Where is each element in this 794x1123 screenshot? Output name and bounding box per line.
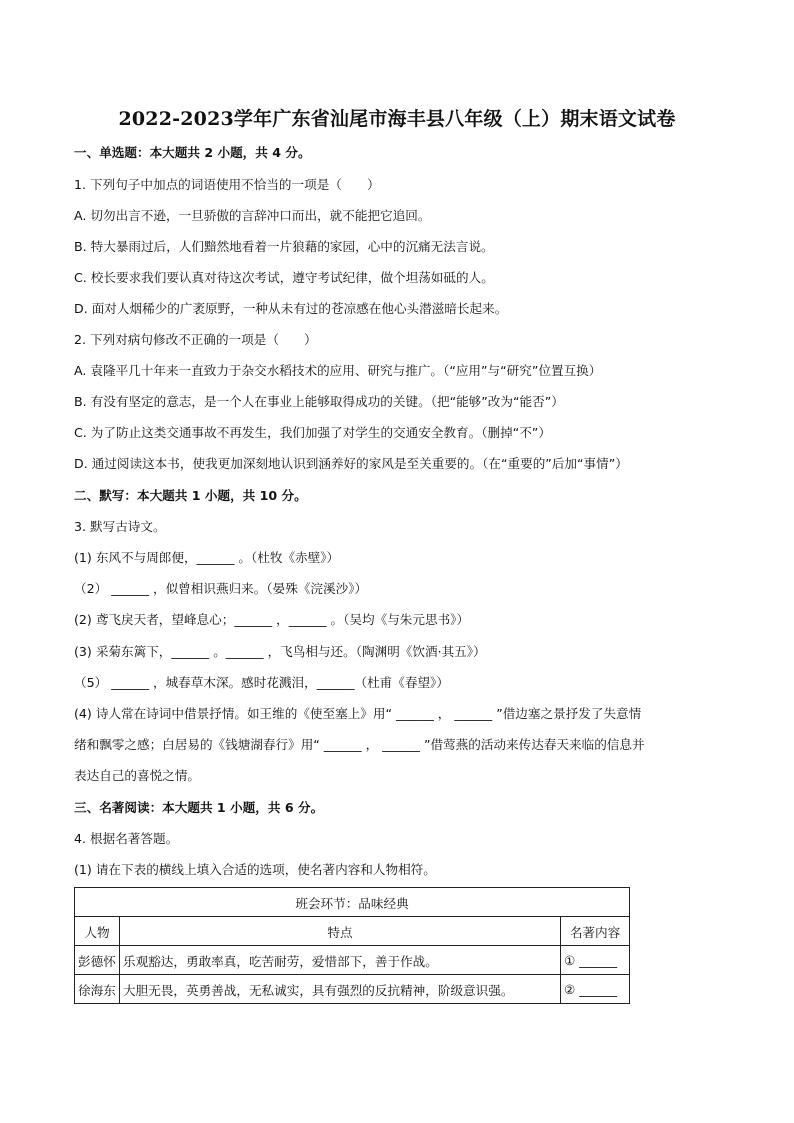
- section-1-heading: 一、单选题：本大题共 2 小题，共 4 分。: [74, 145, 311, 160]
- table-header-traits: 特点: [120, 917, 561, 946]
- table-caption: 班会环节：品味经典: [75, 888, 630, 917]
- q2-option-a: A. 袁隆平几十年来一直致力于杂交水稻技术的应用、研究与推广。（“应用”与“研究”位置互换）: [74, 363, 602, 378]
- question-4: 4. 根据名著答题。: [74, 831, 179, 846]
- q3-item-6-line-1: (4) 诗人常在诗词中借景抒情。如王维的《使至塞上》用“ ______ ， ______ ”借边塞之景抒发了失意情: [74, 706, 642, 721]
- table-header-book-content: 名著内容: [561, 917, 630, 946]
- table-row: [75, 946, 630, 975]
- q2-option-c: C. 为了防止这类交通事故不再发生，我们加强了对学生的交通安全教育。（删掉“不”）: [74, 425, 551, 440]
- table-row: [75, 975, 630, 1004]
- q4-sub-1: (1) 请在下表的横线上填入合适的选项，使名著内容和人物相符。: [74, 862, 436, 877]
- q3-item-5: （5） ______ ，城春草木深。感时花溅泪，______（杜甫《春望》）: [74, 675, 449, 690]
- q3-item-1: (1) 东风不与周郎便，______ 。（杜牧《赤壁》）: [74, 550, 340, 565]
- q1-option-c: C. 校长要求我们要认真对待这次考试，遵守考试纪律，做个坦荡如砥的人。: [74, 270, 494, 285]
- exam-title: 2022-2023学年广东省汕尾市海丰县八年级（上）期末语文试卷: [118, 108, 676, 130]
- q3-item-6-line-3: 表达自己的喜悦之情。: [74, 768, 200, 783]
- table-cell-character: 彭德怀: [75, 946, 120, 975]
- table-cell-answer-blank: ② ______: [561, 975, 630, 1004]
- q2-option-d: D. 通过阅读这本书，使我更加深刻地认识到涵养好的家风是至关重要的。（在“重要的”后加“事情”）: [74, 456, 628, 471]
- q1-option-b: B. 特大暴雨过后，人们黯然地看着一片狼藉的家园，心中的沉痛无法言说。: [74, 239, 494, 254]
- table-cell-traits: 大胆无畏，英勇善战，无私诚实，具有强烈的反抗精神，阶级意识强。: [120, 975, 561, 1004]
- q3-item-3: (2) 鸢飞戾天者，望峰息心；______ ，______ 。（吴均《与朱元思书》）: [74, 612, 470, 627]
- table-cell-answer-blank: ① ______: [561, 946, 630, 975]
- q3-item-6-line-2: 绪和飘零之感；白居易的《钱塘湖春行》用“ ______ ， ______ ”借莺燕的活动来传达春天来临的信息并: [74, 737, 645, 752]
- question-3: 3. 默写古诗文。: [74, 519, 166, 534]
- q1-option-a: A. 切勿出言不逊，一旦骄傲的言辞冲口而出，就不能把它追回。: [74, 208, 431, 223]
- question-2: 2. 下列对病句修改不正确的一项是（ ）: [74, 332, 317, 347]
- q3-item-4: (3) 采菊东篱下，______ 。______ ，飞鸟相与还。（陶渊明《饮酒·其五》）: [74, 644, 486, 659]
- q1-option-d: D. 面对人烟稀少的广袤原野，一种从未有过的苍凉感在他心头潜滋暗长起来。: [74, 301, 508, 316]
- table-header-character: 人物: [75, 917, 120, 946]
- section-2-heading: 二、默写：本大题共 1 小题，共 10 分。: [74, 488, 307, 503]
- section-3-heading: 三、名著阅读：本大题共 1 小题，共 6 分。: [74, 800, 324, 815]
- question-1: 1. 下列句子中加点的词语使用不恰当的一项是（ ）: [74, 177, 380, 192]
- q2-option-b: B. 有没有坚定的意志，是一个人在事业上能够取得成功的关键。（把“能够”改为“能否”）: [74, 394, 564, 409]
- table-cell-character: 徐海东: [75, 975, 120, 1004]
- q3-item-2: （2） ______ ，似曾相识燕归来。（晏殊《浣溪沙》）: [74, 581, 368, 596]
- table-cell-traits: 乐观豁达，勇敢率真，吃苦耐劳，爱惜部下，善于作战。: [120, 946, 561, 975]
- characters-table: [74, 887, 630, 1004]
